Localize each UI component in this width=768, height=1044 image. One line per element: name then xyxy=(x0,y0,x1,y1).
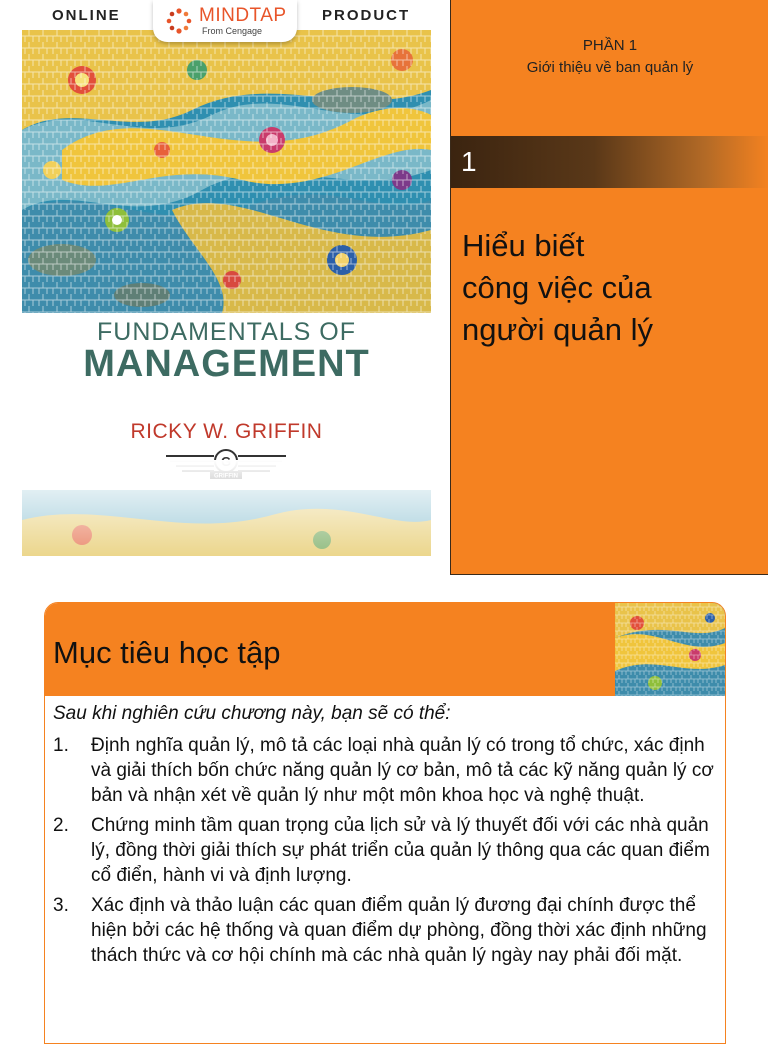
book-cover xyxy=(22,0,431,556)
objectives-header xyxy=(45,603,725,696)
objective-item xyxy=(53,813,717,888)
objective-text: Chứng minh tầm quan trọng của lịch sử và lý thuyết đối với các nhà quản lý, đồng thời giải thích sự phát triển của quản lý thông qua các quan điểm cổ điển, hành vi và định lượng. xyxy=(91,815,710,886)
mindtap-burst-icon xyxy=(165,7,193,35)
objectives-slide xyxy=(0,588,768,1024)
header-mosaic-art xyxy=(615,603,725,696)
objective-text: Định nghĩa quản lý, mô tả các loại nhà quản lý có trong tổ chức, xác định và giải thích bốn chức năng quản lý cơ bản, mô tả các kỹ năng quản lý cơ bản và nhận xét về quản lý như một môn khoa học và nghệ thuật. xyxy=(91,735,714,806)
chapter-number: 1 xyxy=(461,146,477,177)
objective-number: 1. xyxy=(53,735,69,756)
objective-item xyxy=(53,733,717,808)
cover-product-label: PRODUCT xyxy=(322,7,411,24)
objectives-title: Mục tiêu học tập xyxy=(53,635,281,670)
mindtap-logo xyxy=(153,0,297,42)
objective-number: 3. xyxy=(53,895,69,916)
cover-title-line2: MANAGEMENT xyxy=(83,343,370,385)
learning-objectives-card xyxy=(44,602,726,1044)
part-label: PHẦN 1 xyxy=(582,37,638,54)
mindtap-subtitle: From Cengage xyxy=(202,26,263,36)
objectives-list xyxy=(53,733,717,973)
cover-author: RICKY W. GRIFFIN xyxy=(130,420,323,443)
chapter-title xyxy=(462,225,762,351)
cover-title-line1: FUNDAMENTALS OF xyxy=(97,318,356,346)
objectives-intro: Sau khi nghiên cứu chương này, bạn sẽ có thể: xyxy=(53,703,451,724)
objective-text: Xác định và thảo luận các quan điểm quản lý đương đại chính được thể hiện bởi các hệ thống và quan điểm dự phòng, đồng thời xác định những thách thức và cơ hội chính mà các nhà quản lý ngày nay phải đối mặt. xyxy=(91,895,707,966)
cover-mosaic-art xyxy=(22,30,431,313)
cover-online-label: ONLINE xyxy=(52,7,121,24)
chapter-panel xyxy=(450,0,768,575)
part-title: Giới thiệu về ban quản lý xyxy=(526,59,694,76)
chapter-title-line: Hiểu biết xyxy=(462,228,585,263)
chapter-title-line: công việc của xyxy=(462,270,652,305)
chapter-title-line: người quản lý xyxy=(462,312,654,347)
chapter-number-bar xyxy=(451,136,768,188)
objective-number: 2. xyxy=(53,815,69,836)
cover-bottom-mosaic-fade xyxy=(22,460,431,556)
mindtap-name: MINDTAP xyxy=(199,5,287,26)
objective-item xyxy=(53,893,717,968)
